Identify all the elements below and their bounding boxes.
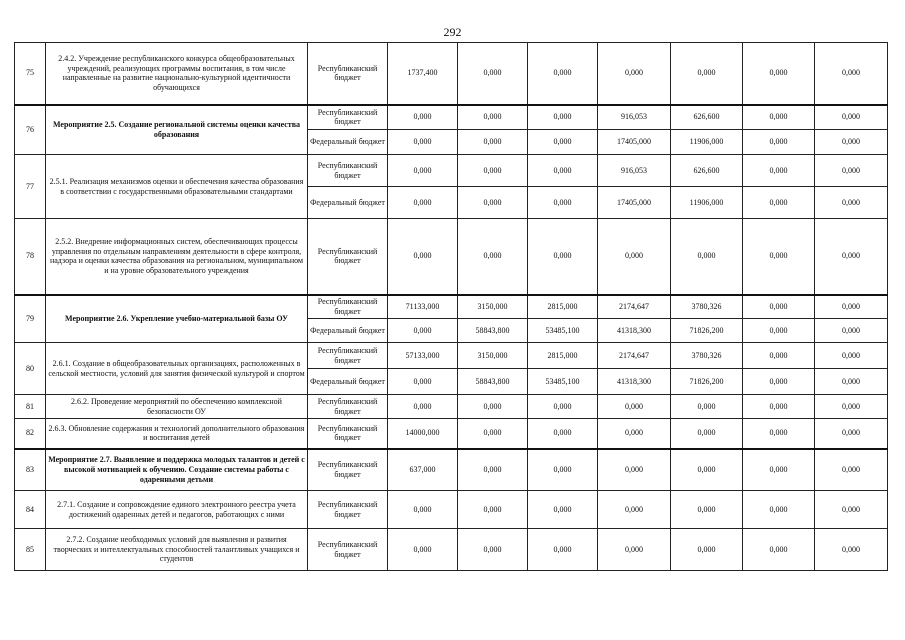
amount-cell: 0,000 xyxy=(815,130,888,155)
funding-source-cell: Федеральный бюджет xyxy=(308,369,388,395)
amount-cell: 11906,000 xyxy=(671,187,743,219)
amount-cell: 0,000 xyxy=(528,155,598,187)
amount-cell: 626,600 xyxy=(671,105,743,130)
amount-cell: 0,000 xyxy=(528,395,598,419)
amount-cell: 0,000 xyxy=(528,105,598,130)
amount-cell: 0,000 xyxy=(458,395,528,419)
amount-cell: 71826,200 xyxy=(671,369,743,395)
amount-cell: 0,000 xyxy=(528,130,598,155)
amount-cell: 11906,000 xyxy=(671,130,743,155)
amount-cell: 0,000 xyxy=(388,395,458,419)
amount-cell: 0,000 xyxy=(388,187,458,219)
amount-cell: 0,000 xyxy=(598,419,671,449)
amount-cell: 0,000 xyxy=(388,130,458,155)
amount-cell: 0,000 xyxy=(815,105,888,130)
amount-cell: 41318,300 xyxy=(598,319,671,343)
amount-cell: 0,000 xyxy=(743,155,815,187)
activity-description-cell: 2.6.3. Обновление содержания и технологий дополнительного образования и воспитания детей xyxy=(46,419,308,449)
amount-cell: 0,000 xyxy=(671,419,743,449)
activity-description-cell: 2.7.1. Создание и сопровождение единого электронного реестра учета достижений одаренных детей и педагогов, работающих с ними xyxy=(46,491,308,529)
amount-cell: 0,000 xyxy=(458,187,528,219)
amount-cell: 0,000 xyxy=(815,369,888,395)
funding-source-cell: Республиканский бюджет xyxy=(308,419,388,449)
amount-cell: 0,000 xyxy=(388,155,458,187)
amount-cell: 3780,326 xyxy=(671,343,743,369)
row-number-cell: 76 xyxy=(15,105,46,155)
amount-cell: 626,600 xyxy=(671,155,743,187)
table-row xyxy=(15,155,888,187)
amount-cell: 14000,000 xyxy=(388,419,458,449)
amount-cell: 0,000 xyxy=(458,491,528,529)
amount-cell: 0,000 xyxy=(598,43,671,105)
page-number: 292 xyxy=(443,25,462,39)
amount-cell: 0,000 xyxy=(671,43,743,105)
amount-cell: 2815,000 xyxy=(528,295,598,319)
amount-cell: 3780,326 xyxy=(671,295,743,319)
activity-description-cell: Мероприятие 2.5. Создание региональной системы оценки качества образования xyxy=(46,105,308,155)
amount-cell: 0,000 xyxy=(458,43,528,105)
table-row xyxy=(15,43,888,105)
amount-cell: 0,000 xyxy=(388,105,458,130)
amount-cell: 0,000 xyxy=(458,449,528,491)
funding-source-cell: Федеральный бюджет xyxy=(308,187,388,219)
amount-cell: 53485,100 xyxy=(528,369,598,395)
activity-description-cell: Мероприятие 2.7. Выявление и поддержка молодых талантов и детей с высокой мотивацией к обучению. Создание системы работы с одаренными детьми xyxy=(46,449,308,491)
table-row xyxy=(15,105,888,130)
funding-source-cell: Федеральный бюджет xyxy=(308,319,388,343)
activity-description-cell: Мероприятие 2.6. Укрепление учебно-материальной базы ОУ xyxy=(46,295,308,343)
funding-source-cell: Республиканский бюджет xyxy=(308,219,388,295)
amount-cell: 0,000 xyxy=(815,43,888,105)
amount-cell: 0,000 xyxy=(815,319,888,343)
funding-source-cell: Республиканский бюджет xyxy=(308,529,388,571)
activity-description-cell: 2.6.1. Создание в общеобразовательных организациях, расположенных в сельской местности, условий для занятия физической культурой и спортом xyxy=(46,343,308,395)
amount-cell: 71133,000 xyxy=(388,295,458,319)
activity-description-cell: 2.7.2. Создание необходимых условий для выявления и развития творческих и интеллектуальных способностей талантливых учащихся и студентов xyxy=(46,529,308,571)
amount-cell: 0,000 xyxy=(743,130,815,155)
amount-cell: 0,000 xyxy=(598,491,671,529)
funding-source-cell: Республиканский бюджет xyxy=(308,491,388,529)
amount-cell: 0,000 xyxy=(388,219,458,295)
amount-cell: 0,000 xyxy=(815,187,888,219)
amount-cell: 2174,647 xyxy=(598,343,671,369)
activity-description-cell: 2.5.1. Реализация механизмов оценки и обеспечения качества образования в соответствии с государственными образовательными стандартами xyxy=(46,155,308,219)
amount-cell: 916,053 xyxy=(598,155,671,187)
funding-source-cell: Республиканский бюджет xyxy=(308,43,388,105)
amount-cell: 2815,000 xyxy=(528,343,598,369)
amount-cell: 0,000 xyxy=(815,395,888,419)
row-number-cell: 83 xyxy=(15,449,46,491)
amount-cell: 0,000 xyxy=(528,491,598,529)
funding-source-cell: Республиканский бюджет xyxy=(308,449,388,491)
funding-source-cell: Республиканский бюджет xyxy=(308,295,388,319)
amount-cell: 58843,800 xyxy=(458,319,528,343)
amount-cell: 0,000 xyxy=(815,219,888,295)
amount-cell: 0,000 xyxy=(815,491,888,529)
table-row xyxy=(15,419,888,449)
row-number-cell: 80 xyxy=(15,343,46,395)
amount-cell: 0,000 xyxy=(743,491,815,529)
table-row xyxy=(15,395,888,419)
amount-cell: 0,000 xyxy=(743,343,815,369)
row-number-cell: 79 xyxy=(15,295,46,343)
table-row xyxy=(15,491,888,529)
amount-cell: 0,000 xyxy=(528,529,598,571)
amount-cell: 0,000 xyxy=(815,419,888,449)
amount-cell: 0,000 xyxy=(743,295,815,319)
amount-cell: 0,000 xyxy=(528,187,598,219)
amount-cell: 0,000 xyxy=(528,219,598,295)
amount-cell: 0,000 xyxy=(528,43,598,105)
activity-description-cell: 2.6.2. Проведение мероприятий по обеспечению комплексной безопасности ОУ xyxy=(46,395,308,419)
funding-source-cell: Республиканский бюджет xyxy=(308,343,388,369)
amount-cell: 0,000 xyxy=(458,419,528,449)
row-number-cell: 84 xyxy=(15,491,46,529)
amount-cell: 916,053 xyxy=(598,105,671,130)
amount-cell: 0,000 xyxy=(528,419,598,449)
amount-cell: 2174,647 xyxy=(598,295,671,319)
table-row xyxy=(15,295,888,319)
amount-cell: 58843,800 xyxy=(458,369,528,395)
table-row xyxy=(15,529,888,571)
amount-cell: 0,000 xyxy=(458,529,528,571)
row-number-cell: 78 xyxy=(15,219,46,295)
amount-cell: 0,000 xyxy=(671,219,743,295)
amount-cell: 0,000 xyxy=(815,449,888,491)
amount-cell: 0,000 xyxy=(598,449,671,491)
amount-cell: 0,000 xyxy=(598,395,671,419)
amount-cell: 0,000 xyxy=(388,319,458,343)
budget-table xyxy=(14,42,888,571)
amount-cell: 0,000 xyxy=(388,491,458,529)
amount-cell: 0,000 xyxy=(458,105,528,130)
amount-cell: 0,000 xyxy=(743,43,815,105)
amount-cell: 0,000 xyxy=(743,219,815,295)
amount-cell: 3150,000 xyxy=(458,343,528,369)
amount-cell: 0,000 xyxy=(598,219,671,295)
amount-cell: 3150,000 xyxy=(458,295,528,319)
amount-cell: 0,000 xyxy=(743,105,815,130)
amount-cell: 0,000 xyxy=(743,449,815,491)
amount-cell: 0,000 xyxy=(743,419,815,449)
row-number-cell: 85 xyxy=(15,529,46,571)
funding-source-cell: Республиканский бюджет xyxy=(308,105,388,130)
amount-cell: 17405,000 xyxy=(598,187,671,219)
amount-cell: 637,000 xyxy=(388,449,458,491)
table-row xyxy=(15,219,888,295)
amount-cell: 57133,000 xyxy=(388,343,458,369)
table-row xyxy=(15,449,888,491)
amount-cell: 17405,000 xyxy=(598,130,671,155)
amount-cell: 0,000 xyxy=(743,369,815,395)
funding-source-cell: Республиканский бюджет xyxy=(308,155,388,187)
amount-cell: 0,000 xyxy=(815,155,888,187)
activity-description-cell: 2.5.2. Внедрение информационных систем, обеспечивающих процессы управления по отдельным направлениям деятельности в сфере контроля, надзора и оценки качества образования на региональном, муниципальном и на уровне образовательного учреждения xyxy=(46,219,308,295)
amount-cell: 0,000 xyxy=(743,529,815,571)
amount-cell: 71826,200 xyxy=(671,319,743,343)
row-number-cell: 77 xyxy=(15,155,46,219)
amount-cell: 0,000 xyxy=(671,395,743,419)
amount-cell: 0,000 xyxy=(743,319,815,343)
amount-cell: 0,000 xyxy=(815,529,888,571)
amount-cell: 0,000 xyxy=(815,343,888,369)
amount-cell: 0,000 xyxy=(458,155,528,187)
funding-source-cell: Федеральный бюджет xyxy=(308,130,388,155)
amount-cell: 0,000 xyxy=(671,449,743,491)
amount-cell: 0,000 xyxy=(528,449,598,491)
activity-description-cell: 2.4.2. Учреждение республиканского конкурса общеобразовательных учреждений, реализующих программы воспитания, в том числе направленные на развитие национально-культурной идентичности обучающихся xyxy=(46,43,308,105)
amount-cell: 1737,400 xyxy=(388,43,458,105)
amount-cell: 0,000 xyxy=(671,491,743,529)
funding-source-cell: Республиканский бюджет xyxy=(308,395,388,419)
amount-cell: 0,000 xyxy=(743,395,815,419)
amount-cell: 0,000 xyxy=(743,187,815,219)
amount-cell: 0,000 xyxy=(458,219,528,295)
amount-cell: 0,000 xyxy=(671,529,743,571)
row-number-cell: 81 xyxy=(15,395,46,419)
amount-cell: 53485,100 xyxy=(528,319,598,343)
amount-cell: 41318,300 xyxy=(598,369,671,395)
row-number-cell: 82 xyxy=(15,419,46,449)
amount-cell: 0,000 xyxy=(388,369,458,395)
table-row xyxy=(15,343,888,369)
amount-cell: 0,000 xyxy=(388,529,458,571)
amount-cell: 0,000 xyxy=(815,295,888,319)
amount-cell: 0,000 xyxy=(598,529,671,571)
row-number-cell: 75 xyxy=(15,43,46,105)
amount-cell: 0,000 xyxy=(458,130,528,155)
